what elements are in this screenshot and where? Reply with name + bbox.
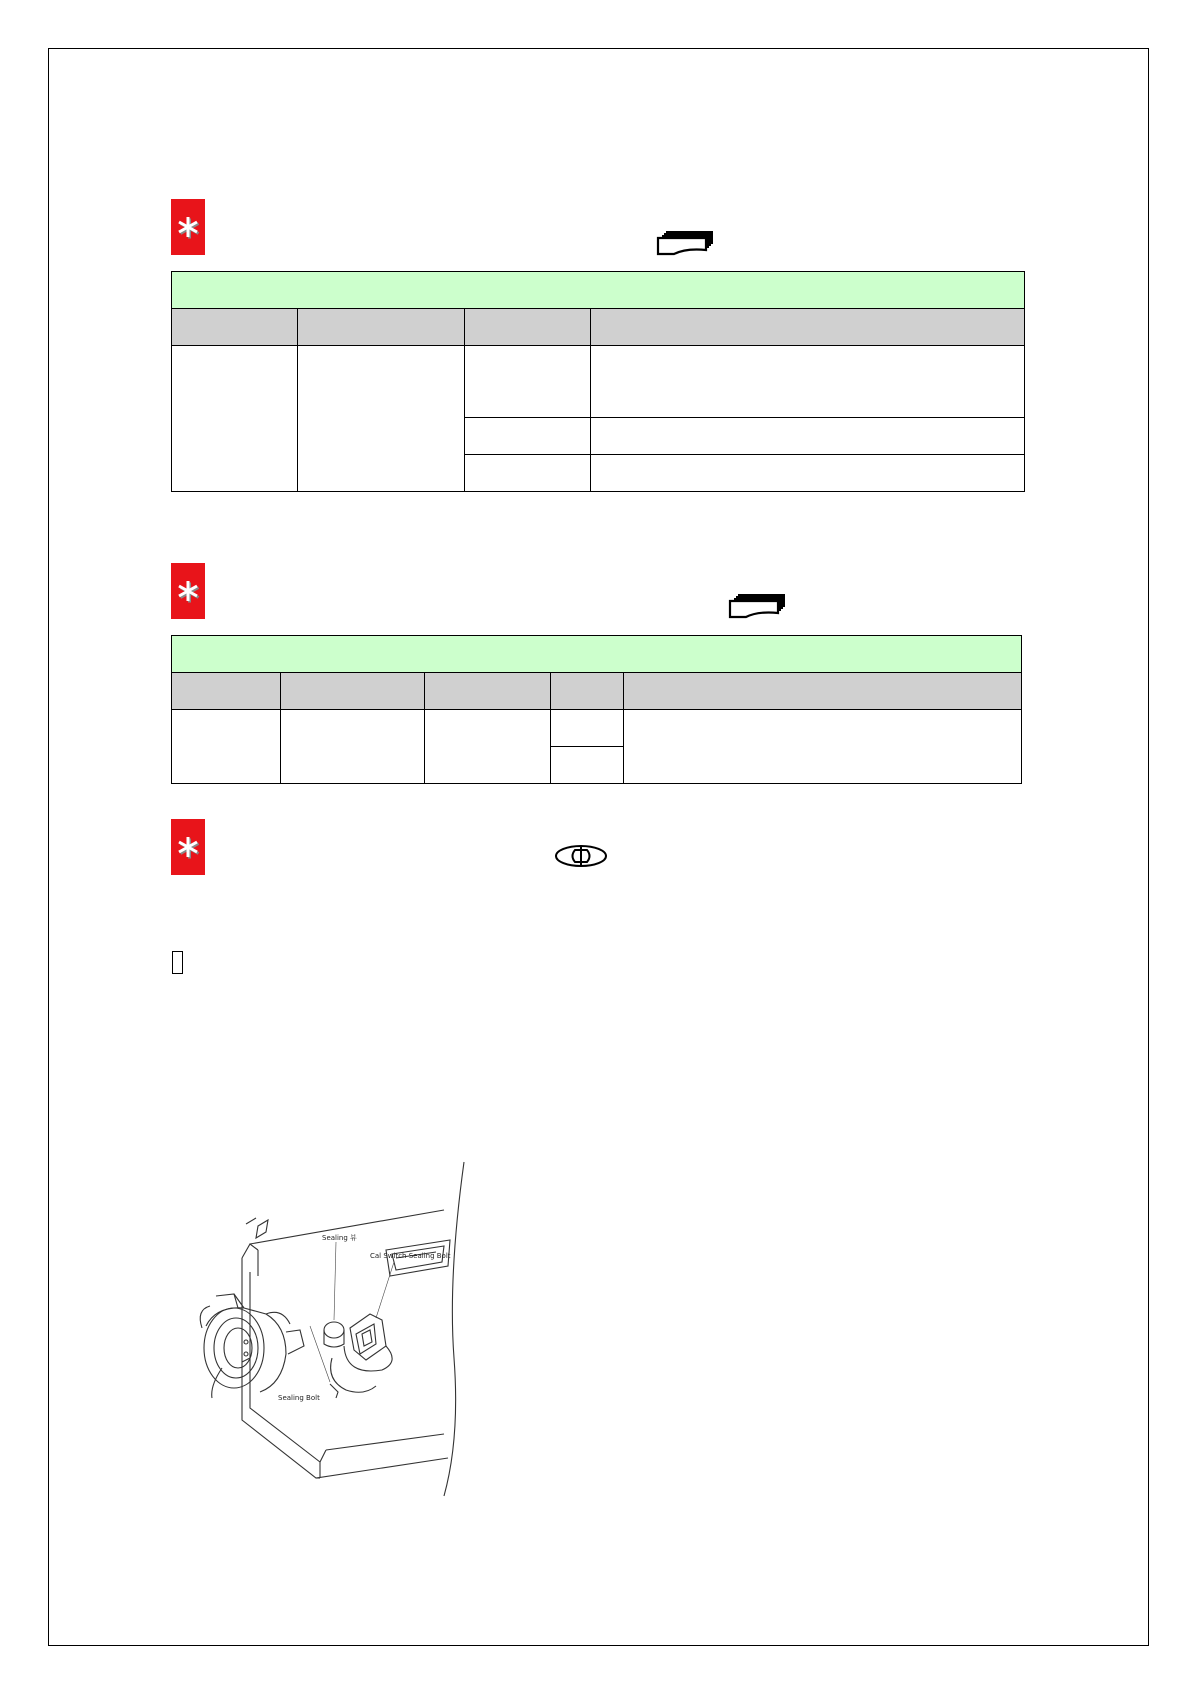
table-2-title: [172, 636, 1022, 673]
bullet-box-icon: [172, 951, 183, 974]
table-cell: [281, 710, 425, 784]
stacked-key-icon: [656, 228, 714, 258]
table-cell: [465, 346, 591, 418]
asterisk-icon: [171, 563, 205, 619]
asterisk-icon: [171, 199, 205, 255]
table-cell: [172, 346, 298, 492]
table-1-header: [465, 309, 591, 346]
table-2-header: [172, 673, 281, 710]
figure-label-cal-switch-bolt: Cal Switch Sealing Bolt: [370, 1252, 451, 1260]
table-cell: [551, 710, 624, 747]
table-cell: [298, 346, 465, 492]
table-2-header: [425, 673, 551, 710]
figure-label-sealing-cap: Sealing 뷰: [322, 1234, 357, 1242]
table-cell: [591, 346, 1025, 418]
table-1-header: [591, 309, 1025, 346]
table-cell: [591, 418, 1025, 455]
table-2-header: [551, 673, 624, 710]
table-cell: [425, 710, 551, 784]
table-1-title: [172, 272, 1025, 309]
table-1-header: [298, 309, 465, 346]
stacked-key-icon: [728, 591, 786, 621]
table-cell: [465, 418, 591, 455]
figure-label-sealing-bolt: Sealing Bolt: [278, 1394, 320, 1402]
table-row: [172, 346, 1025, 418]
zero-key-icon: [553, 843, 609, 869]
table-cell: [551, 747, 624, 784]
table-cell: [172, 710, 281, 784]
table-cell: [591, 455, 1025, 492]
table-cell: [465, 455, 591, 492]
sealing-bolt-figure: [186, 1158, 486, 1498]
table-row: [172, 710, 1022, 747]
asterisk-icon: [171, 819, 205, 875]
table-2-header: [624, 673, 1022, 710]
table-1-header: [172, 309, 298, 346]
table-2: [171, 635, 1022, 784]
table-cell: [624, 710, 1022, 784]
table-1: [171, 271, 1025, 492]
table-2-header: [281, 673, 425, 710]
